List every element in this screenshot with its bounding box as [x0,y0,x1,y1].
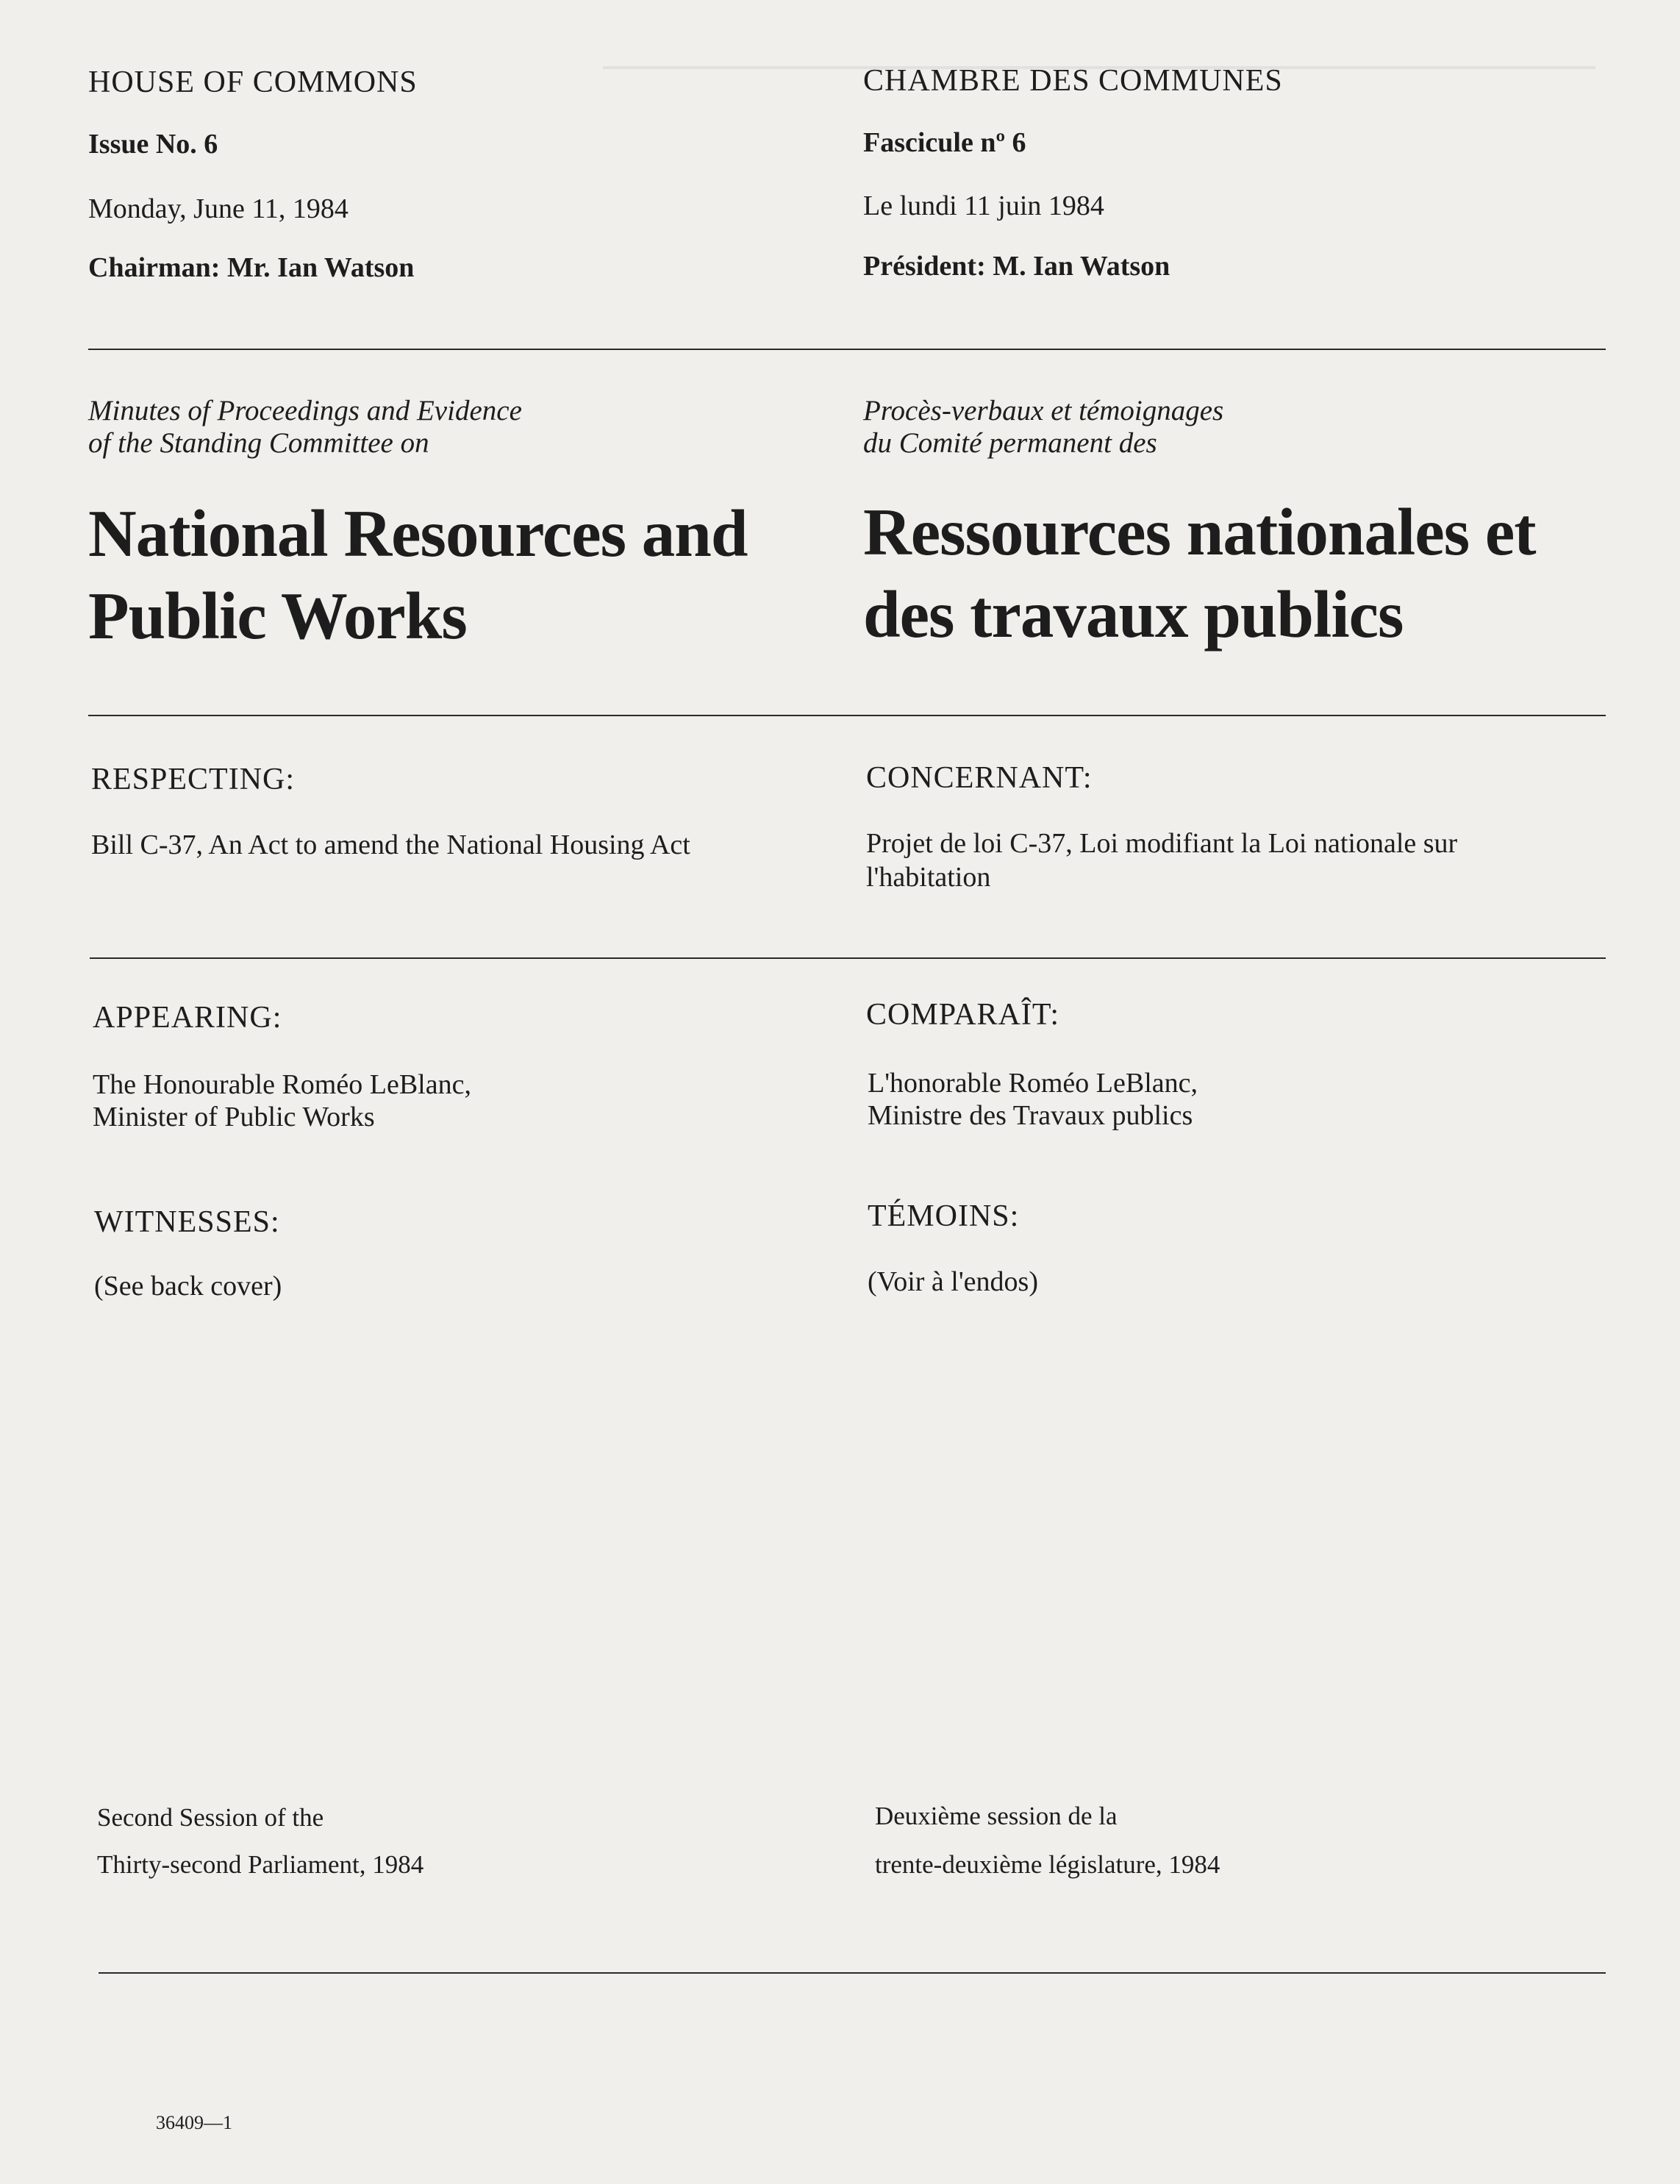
appearing-line-2: Minister of Public Works [93,1102,375,1132]
committee-title-en: National Resources and Public Works [88,496,748,653]
appearing-label: APPEARING: [93,1001,282,1035]
temoins-label: TÉMOINS: [868,1199,1020,1233]
fascicule-number: Fascicule nº 6 [863,127,1026,158]
respecting-label: RESPECTING: [91,763,296,796]
president: Président: M. Ian Watson [863,251,1170,282]
house-of-commons: HOUSE OF COMMONS [88,65,418,99]
proces-verbaux-line-2: du Comité permanent des [863,427,1157,459]
proces-verbaux-line-1: Procès-verbaux et témoignages [863,395,1224,427]
appearing-line-1: The Honourable Roméo LeBlanc, [93,1069,471,1100]
divider-3 [90,957,1606,959]
chairman: Chairman: Mr. Ian Watson [88,252,415,283]
session-line-2: Thirty-second Parliament, 1984 [97,1850,424,1879]
divider-2 [88,715,1606,716]
concernant-text: Projet de loi C-37, Loi modifiant la Loi nationale sur l'habitation [866,828,1458,893]
committee-title-fr: Ressources nationales et des travaux publics [863,495,1536,652]
minutes-line-1: Minutes of Proceedings and Evidence [88,395,522,427]
witnesses-label: WITNESSES: [94,1205,280,1239]
chambre-des-communes: CHAMBRE DES COMMUNES [863,64,1283,98]
minutes-line-2: of the Standing Committee on [88,427,429,459]
session-fr-line-1: Deuxième session de la [875,1802,1118,1830]
divider-4 [99,1972,1606,1974]
comparait-line-2: Ministre des Travaux publics [868,1100,1193,1131]
session-line-1: Second Session of the [97,1803,324,1832]
temoins-text: (Voir à l'endos) [868,1266,1038,1297]
comparait-line-1: L'honorable Roméo LeBlanc, [868,1068,1198,1099]
comparait-label: COMPARAÎT: [866,998,1060,1032]
concernant-label: CONCERNANT: [866,761,1093,795]
divider-1 [88,349,1606,350]
respecting-text: Bill C-37, An Act to amend the National Housing Act [91,829,690,860]
print-number: 36409—1 [156,2112,232,2133]
issue-number: Issue No. 6 [88,129,218,160]
witnesses-text: (See back cover) [94,1271,282,1302]
fascicule-date: Le lundi 11 juin 1984 [863,190,1104,221]
session-fr-line-2: trente-deuxième législature, 1984 [875,1850,1220,1879]
issue-date: Monday, June 11, 1984 [88,193,348,224]
